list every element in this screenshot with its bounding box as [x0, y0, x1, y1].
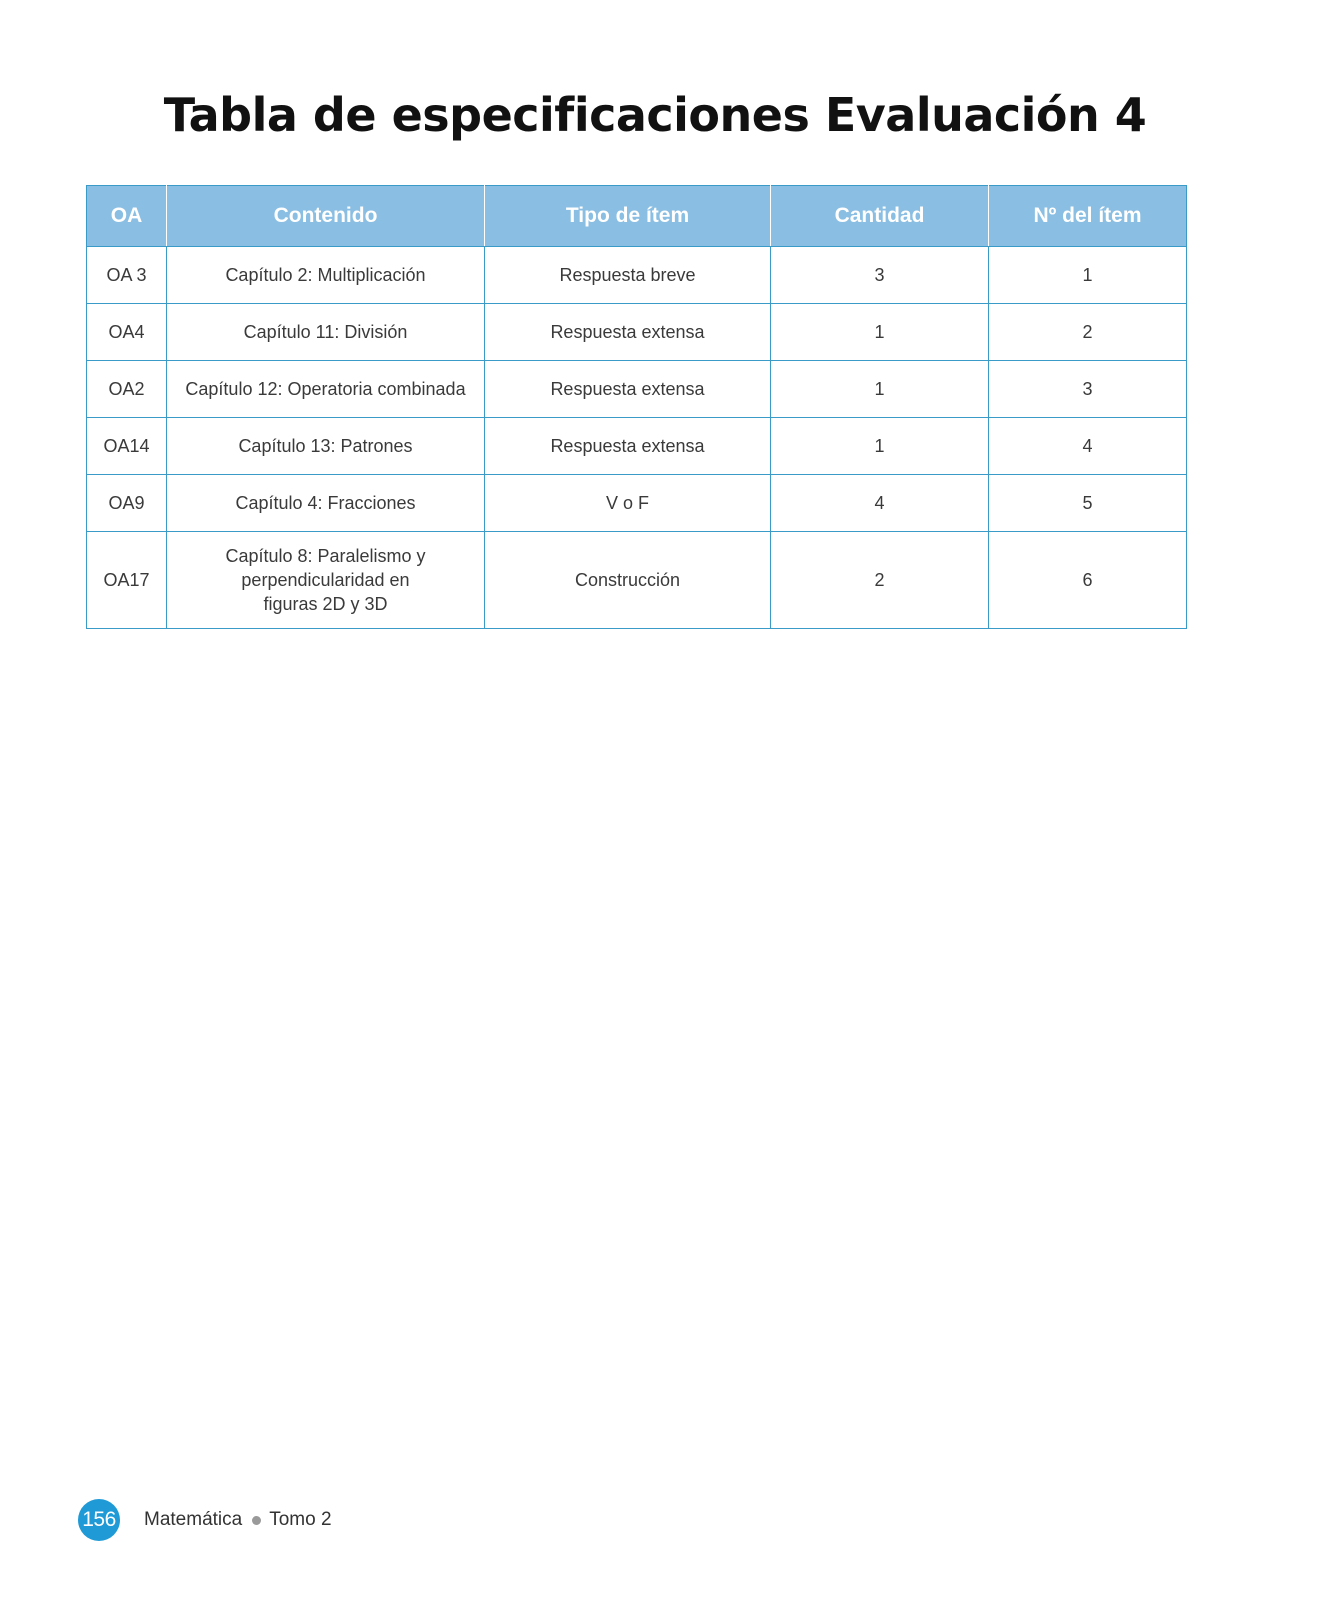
- header-contenido: Contenido: [167, 186, 485, 247]
- header-numero-del-item: Nº del ítem: [989, 186, 1187, 247]
- cell-oa: OA2: [87, 361, 167, 418]
- footer-subject: Matemática: [144, 1509, 243, 1530]
- table-row: [87, 418, 1187, 475]
- cell-contenido: Capítulo 8: Paralelismo y perpendicularidad en figuras 2D y 3D: [167, 532, 485, 629]
- cell-numero-del-item: 2: [989, 304, 1187, 361]
- cell-oa: OA4: [87, 304, 167, 361]
- cell-cantidad: 1: [771, 304, 989, 361]
- header-oa: OA: [87, 186, 167, 247]
- cell-contenido: Capítulo 4: Fracciones: [167, 475, 485, 532]
- cell-cantidad: 3: [771, 247, 989, 304]
- cell-contenido: Capítulo 12: Operatoria combinada: [167, 361, 485, 418]
- cell-oa: OA 3: [87, 247, 167, 304]
- table-row: [87, 304, 1187, 361]
- table-header-row: [87, 186, 1187, 247]
- cell-oa: OA14: [87, 418, 167, 475]
- cell-oa: OA17: [87, 532, 167, 629]
- bullet-separator-icon: [252, 1516, 261, 1525]
- cell-tipo-de-item: Construcción: [485, 532, 771, 629]
- cell-cantidad: 1: [771, 361, 989, 418]
- table-row: [87, 247, 1187, 304]
- cell-numero-del-item: 1: [989, 247, 1187, 304]
- cell-numero-del-item: 5: [989, 475, 1187, 532]
- page-title: Tabla de especificaciones Evaluación 4: [163, 88, 1147, 142]
- cell-tipo-de-item: Respuesta extensa: [485, 361, 771, 418]
- specifications-table: [86, 185, 1187, 629]
- cell-tipo-de-item: V o F: [485, 475, 771, 532]
- cell-numero-del-item: 4: [989, 418, 1187, 475]
- page-number-badge: 156: [78, 1499, 120, 1541]
- cell-oa: OA9: [87, 475, 167, 532]
- header-tipo-de-item: Tipo de ítem: [485, 186, 771, 247]
- cell-contenido: Capítulo 13: Patrones: [167, 418, 485, 475]
- cell-numero-del-item: 3: [989, 361, 1187, 418]
- cell-contenido: Capítulo 2: Multiplicación: [167, 247, 485, 304]
- table-row: [87, 475, 1187, 532]
- cell-numero-del-item: 6: [989, 532, 1187, 629]
- table-row: [87, 532, 1187, 629]
- footer-volume: Tomo 2: [269, 1509, 332, 1530]
- header-cantidad: Cantidad: [771, 186, 989, 247]
- page-footer: [78, 1499, 332, 1541]
- cell-tipo-de-item: Respuesta breve: [485, 247, 771, 304]
- cell-tipo-de-item: Respuesta extensa: [485, 304, 771, 361]
- cell-tipo-de-item: Respuesta extensa: [485, 418, 771, 475]
- table-row: [87, 361, 1187, 418]
- cell-cantidad: 2: [771, 532, 989, 629]
- cell-cantidad: 4: [771, 475, 989, 532]
- cell-contenido: Capítulo 11: División: [167, 304, 485, 361]
- cell-cantidad: 1: [771, 418, 989, 475]
